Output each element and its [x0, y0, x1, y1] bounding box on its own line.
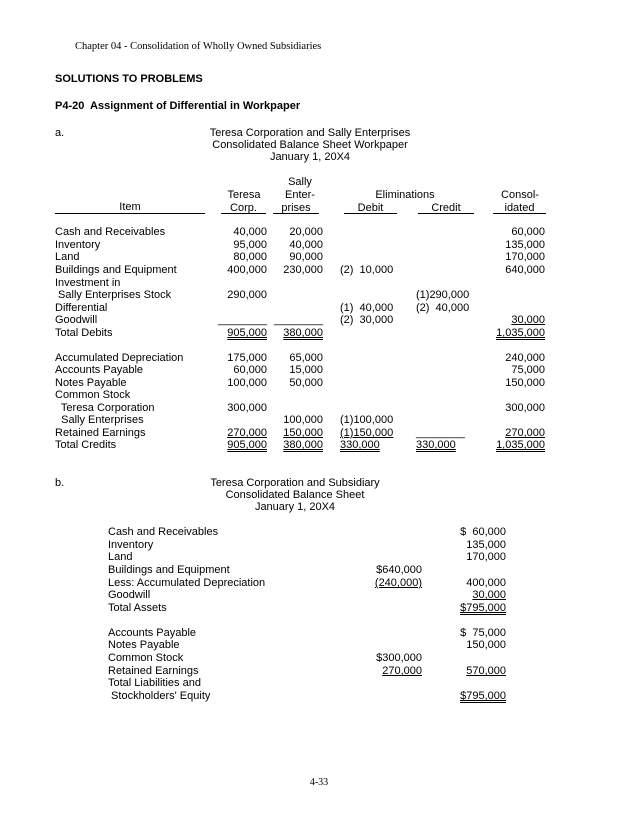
- workpaper-cell-item: Buildings and Equipment: [55, 264, 177, 276]
- workpaper-cell-sally: 380,000: [283, 327, 323, 339]
- page-number: 4-33: [309, 777, 329, 788]
- balance-sheet-cell-right: $795,000: [460, 690, 506, 702]
- workpaper-cell-teresa: 290,000: [227, 289, 267, 301]
- balance-sheet-cell-right: 150,000: [466, 639, 506, 651]
- balance-sheet-cell-item: Retained Earnings: [108, 665, 199, 677]
- balance-sheet-cell-right: $ 75,000: [460, 627, 506, 639]
- col-eliminations: Eliminations: [375, 189, 435, 201]
- part-a-label: a.: [55, 127, 65, 139]
- workpaper-cell-sally: 380,000: [283, 439, 323, 451]
- workpaper-cell-credit: (1)290,000: [416, 289, 470, 301]
- workpaper-cell-item: Retained Earnings: [55, 427, 146, 439]
- workpaper-cell-sally: 65,000: [289, 352, 323, 364]
- part-a-title-1: Teresa Corporation and Sally Enterprises: [209, 127, 411, 139]
- workpaper-cell-credit: ________: [416, 427, 465, 439]
- balance-sheet-cell-mid: $640,000: [376, 564, 422, 576]
- balance-sheet-cell-right: $ 60,000: [460, 526, 506, 538]
- col-sally-top: Sally: [288, 176, 312, 188]
- workpaper-cell-sally: 90,000: [289, 251, 323, 263]
- balance-sheet-cell-item: Land: [108, 551, 133, 563]
- col-teresa-top: Teresa: [227, 189, 261, 201]
- part-b-title-3: January 1, 20X4: [254, 501, 336, 513]
- workpaper-cell-debit: (2) 30,000: [340, 314, 394, 326]
- col-debit: Debit: [344, 202, 397, 214]
- workpaper-cell-item: Land: [55, 251, 80, 263]
- workpaper-cell-consol: 135,000: [505, 239, 545, 251]
- workpaper-cell-sally: 20,000: [289, 226, 323, 238]
- workpaper-cell-item: Notes Payable: [55, 377, 127, 389]
- workpaper-cell-sally: 40,000: [289, 239, 323, 251]
- part-b-title-1: Teresa Corporation and Subsidiary: [210, 477, 380, 489]
- workpaper-cell-teresa: 40,000: [233, 226, 267, 238]
- workpaper-cell-sally: 100,000: [283, 414, 323, 426]
- workpaper-cell-consol: 1,035,000: [496, 327, 545, 339]
- workpaper-cell-item: Goodwill: [55, 314, 98, 326]
- workpaper-cell-item: Sally Enterprises: [55, 414, 144, 426]
- workpaper-cell-teresa: ________: [218, 314, 267, 326]
- col-teresa-bottom: Corp.: [221, 202, 266, 214]
- workpaper-cell-item: Total Debits: [55, 327, 113, 339]
- workpaper-cell-item: Differential: [55, 302, 108, 314]
- workpaper-cell-debit: 330,000: [340, 439, 380, 451]
- workpaper-cell-sally: 15,000: [289, 364, 323, 376]
- balance-sheet-cell-mid: (240,000): [374, 577, 422, 589]
- workpaper-cell-consol: 640,000: [505, 264, 545, 276]
- section-title: SOLUTIONS TO PROBLEMS: [55, 73, 203, 85]
- workpaper-cell-sally: 150,000: [283, 427, 323, 439]
- col-consol-top: Consol-: [501, 189, 539, 201]
- balance-sheet-cell-item: Notes Payable: [108, 639, 180, 651]
- workpaper-cell-credit: (2) 40,000: [416, 302, 470, 314]
- part-a-title-2: Consolidated Balance Sheet Workpaper: [212, 139, 408, 151]
- workpaper-cell-teresa: 95,000: [233, 239, 267, 251]
- col-sally-bottom: prises: [273, 202, 319, 214]
- workpaper-cell-teresa: 905,000: [227, 327, 267, 339]
- part-b-title-2: Consolidated Balance Sheet: [225, 489, 365, 501]
- balance-sheet-cell-item: Goodwill: [108, 589, 151, 601]
- workpaper-cell-debit: (1)100,000: [340, 414, 394, 426]
- balance-sheet-cell-item: Total Assets: [108, 602, 167, 614]
- col-consol-bottom: idated: [493, 202, 546, 214]
- workpaper-cell-teresa: 400,000: [227, 264, 267, 276]
- workpaper-cell-consol: 1,035,000: [496, 439, 545, 451]
- part-b-label: b.: [55, 477, 65, 489]
- workpaper-cell-debit: (1)150,000: [340, 427, 394, 439]
- balance-sheet-cell-mid: 270,000: [382, 665, 422, 677]
- balance-sheet-cell-item: Common Stock: [108, 652, 184, 664]
- workpaper-cell-debit: (1) 40,000: [340, 302, 394, 314]
- workpaper-cell-teresa: 80,000: [233, 251, 267, 263]
- workpaper-cell-sally: ________: [274, 314, 323, 326]
- workpaper-cell-item: Common Stock: [55, 389, 131, 401]
- balance-sheet-cell-item: Total Liabilities and: [108, 677, 201, 689]
- balance-sheet-cell-right: 400,000: [466, 577, 506, 589]
- problem-title: P4-20 Assignment of Differential in Workpaper: [55, 100, 301, 112]
- workpaper-cell-item: Teresa Corporation: [55, 402, 155, 414]
- balance-sheet-cell-item: Buildings and Equipment: [108, 564, 230, 576]
- workpaper-cell-item: Accumulated Depreciation: [55, 352, 184, 364]
- col-item: Item: [119, 201, 141, 213]
- workpaper-cell-consol: 75,000: [511, 364, 545, 376]
- balance-sheet-cell-right: 570,000: [466, 665, 506, 677]
- balance-sheet-cell-right: 135,000: [466, 539, 506, 551]
- workpaper-cell-credit: 330,000: [416, 439, 456, 451]
- balance-sheet-cell-right: 170,000: [466, 551, 506, 563]
- col-sally-mid: Enter-: [285, 189, 315, 201]
- workpaper-cell-consol: 270,000: [505, 427, 545, 439]
- workpaper-cell-item: Total Credits: [55, 439, 117, 451]
- balance-sheet-cell-item: Inventory: [108, 539, 154, 551]
- workpaper-cell-debit: (2) 10,000: [340, 264, 394, 276]
- part-a-title-3: January 1, 20X4: [269, 151, 351, 163]
- workpaper-cell-item: Investment in: [55, 277, 121, 289]
- chapter-header: Chapter 04 - Consolidation of Wholly Owned Subsidiaries: [75, 41, 322, 52]
- workpaper-cell-teresa: 175,000: [227, 352, 267, 364]
- balance-sheet-cell-item: Stockholders' Equity: [108, 690, 211, 702]
- workpaper-cell-consol: 30,000: [511, 314, 545, 326]
- balance-sheet-cell-item: Accounts Payable: [108, 627, 197, 639]
- workpaper-cell-consol: 300,000: [505, 402, 545, 414]
- workpaper-cell-item: Cash and Receivables: [55, 226, 166, 238]
- workpaper-cell-teresa: 905,000: [227, 439, 267, 451]
- workpaper-cell-consol: 170,000: [505, 251, 545, 263]
- workpaper-cell-item: Accounts Payable: [55, 364, 144, 376]
- col-credit: Credit: [418, 202, 474, 214]
- balance-sheet-cell-right: $795,000: [460, 602, 506, 614]
- workpaper-cell-teresa: 300,000: [227, 402, 267, 414]
- workpaper-cell-teresa: 270,000: [227, 427, 267, 439]
- balance-sheet-cell-mid: $300,000: [376, 652, 422, 664]
- workpaper-cell-item: Sally Enterprises Stock: [55, 289, 172, 301]
- balance-sheet-cell-right: 30,000: [472, 589, 506, 601]
- workpaper-cell-teresa: 60,000: [233, 364, 267, 376]
- workpaper-cell-sally: 50,000: [289, 377, 323, 389]
- workpaper-cell-consol: 150,000: [505, 377, 545, 389]
- workpaper-cell-item: Inventory: [55, 239, 101, 251]
- workpaper-cell-teresa: 100,000: [227, 377, 267, 389]
- workpaper-cell-consol: 60,000: [511, 226, 545, 238]
- balance-sheet-cell-item: Less: Accumulated Depreciation: [108, 577, 266, 589]
- workpaper-cell-sally: 230,000: [283, 264, 323, 276]
- workpaper-cell-consol: 240,000: [505, 352, 545, 364]
- balance-sheet-cell-item: Cash and Receivables: [108, 526, 219, 538]
